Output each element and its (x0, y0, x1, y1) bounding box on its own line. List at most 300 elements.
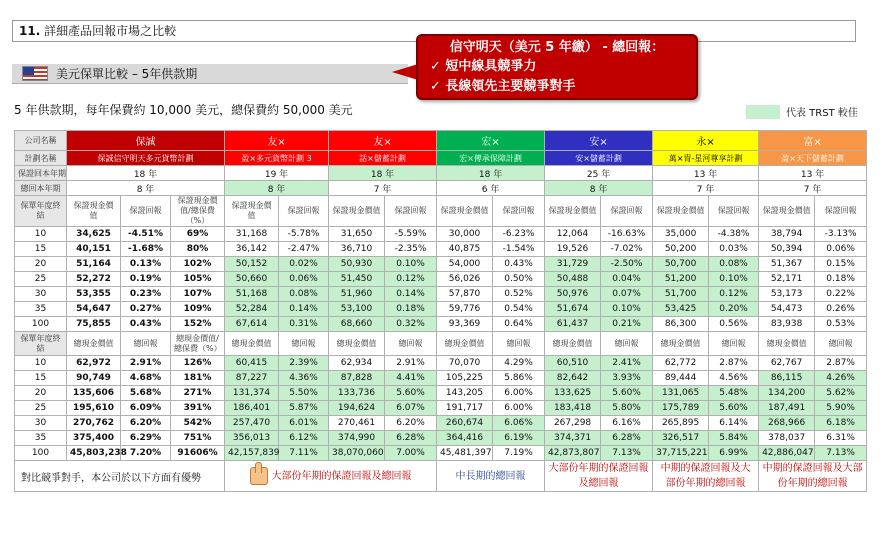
return-cell: 6.00% (493, 386, 545, 401)
table-row (15, 317, 867, 332)
value-cell: 62,767 (759, 356, 815, 371)
return-cell: -2.47% (279, 242, 329, 257)
value-cell: 105,225 (437, 371, 493, 386)
us-flag-icon (22, 66, 48, 81)
breakeven-years: 8 年 (545, 181, 653, 196)
return-cell: 0.64% (493, 317, 545, 332)
return-cell: 5.48% (709, 386, 759, 401)
value-cell: 62,772 (653, 356, 709, 371)
value-cell: 82,642 (545, 371, 601, 386)
policy-year: 100 (15, 317, 67, 332)
value-cell: 50,488 (545, 272, 601, 287)
return-cell: 0.56% (709, 317, 759, 332)
breakeven-years: 7 年 (653, 181, 759, 196)
table-row (15, 371, 867, 386)
col-header: 總回報 (279, 332, 329, 356)
return-cell: 2.39% (279, 356, 329, 371)
return-cell: 5.60% (709, 401, 759, 416)
table-row (15, 416, 867, 431)
company-name: 友× (329, 131, 437, 151)
breakeven-years: 8 年 (67, 181, 225, 196)
table-row (15, 181, 867, 196)
policy-year: 20 (15, 257, 67, 272)
return-cell: -3.13% (815, 227, 867, 242)
value-cell: 54,473 (759, 302, 815, 317)
value-cell: 51,700 (653, 287, 709, 302)
return-cell: 0.20% (709, 302, 759, 317)
title-text: 詳細產品回報市場之比較 (44, 24, 177, 38)
value-cell: 51,367 (759, 257, 815, 272)
plan-name: 萬×胄-星河尊享計劃 (653, 151, 759, 166)
value-cell: 194,624 (329, 401, 385, 416)
value-cell: 260,674 (437, 416, 493, 431)
value-cell: 36,710 (329, 242, 385, 257)
value-cell: 270,461 (329, 416, 385, 431)
col-header: 總回報 (815, 332, 867, 356)
value-cell: 53,355 (67, 287, 121, 302)
value-cell: 50,394 (759, 242, 815, 257)
value-cell: 40,875 (437, 242, 493, 257)
value-cell: 60,510 (545, 356, 601, 371)
return-cell: 0.06% (815, 242, 867, 257)
value-cell: 50,976 (545, 287, 601, 302)
section-header: 美元保單比較 – 5年供款期 (12, 64, 408, 84)
return-cell: 0.27% (121, 302, 171, 317)
value-cell: 67,614 (225, 317, 279, 332)
value-cell: 93,369 (437, 317, 493, 332)
return-cell: -2.50% (601, 257, 653, 272)
value-cell: 51,960 (329, 287, 385, 302)
return-cell: 7.11% (279, 446, 329, 461)
ratio-cell: 109% (171, 302, 225, 317)
col-header: 總現金價值/總保費（%） (171, 332, 225, 356)
col-header: 保證現金價值 (225, 196, 279, 227)
col-header: 總回報 (709, 332, 759, 356)
return-cell: 0.31% (279, 317, 329, 332)
value-cell: 56,026 (437, 272, 493, 287)
premium-subtitle: 5 年供款期，每年保費約 10,000 美元，總保費約 50,000 美元 (14, 103, 353, 117)
guarantee-years: 19 年 (225, 166, 329, 181)
value-cell: 86,300 (653, 317, 709, 332)
value-cell: 51,168 (225, 287, 279, 302)
value-cell: 83,938 (759, 317, 815, 332)
return-cell: -4.38% (709, 227, 759, 242)
ratio-cell: 69% (171, 227, 225, 242)
value-cell: 45,803,238 (67, 446, 121, 461)
value-cell: 31,650 (329, 227, 385, 242)
col-header: 總現金價值 (653, 332, 709, 356)
table-row (15, 431, 867, 446)
return-cell: 6.06% (493, 416, 545, 431)
return-cell: -5.78% (279, 227, 329, 242)
return-cell: 7.00% (385, 446, 437, 461)
value-cell: 68,660 (329, 317, 385, 332)
table-row (15, 227, 867, 242)
value-cell: 187,491 (759, 401, 815, 416)
value-cell: 40,151 (67, 242, 121, 257)
value-cell: 36,142 (225, 242, 279, 257)
col-header: 保證回報 (121, 196, 171, 227)
return-cell: 0.02% (279, 257, 329, 272)
guarantee-years: 18 年 (329, 166, 437, 181)
return-cell: 0.08% (709, 257, 759, 272)
value-cell: 86,115 (759, 371, 815, 386)
value-cell: 268,966 (759, 416, 815, 431)
policy-year: 100 (15, 446, 67, 461)
policy-year: 30 (15, 287, 67, 302)
col-header: 保證回報 (709, 196, 759, 227)
company-name: 宏× (437, 131, 545, 151)
footer-advantage-cell (759, 461, 867, 492)
return-cell: 6.29% (121, 431, 171, 446)
return-cell: 0.12% (385, 272, 437, 287)
return-cell: 5.60% (601, 386, 653, 401)
return-cell: 5.68% (121, 386, 171, 401)
value-cell: 90,749 (67, 371, 121, 386)
value-cell: 50,930 (329, 257, 385, 272)
value-cell: 34,625 (67, 227, 121, 242)
return-cell: 0.19% (121, 272, 171, 287)
col-header: 總現金價值 (437, 332, 493, 356)
return-cell: 4.56% (709, 371, 759, 386)
value-cell: 61,437 (545, 317, 601, 332)
col-header: 保證回報 (493, 196, 545, 227)
value-cell: 54,647 (67, 302, 121, 317)
return-cell: 5.50% (279, 386, 329, 401)
footer-advantage-text: 中期的保證回報及大部份年期的總回報 (762, 463, 863, 489)
value-cell: 37,715,221 (653, 446, 709, 461)
value-cell: 50,200 (653, 242, 709, 257)
return-cell: 0.22% (815, 287, 867, 302)
table-row (15, 356, 867, 371)
return-cell: 0.26% (815, 302, 867, 317)
col-header: 總回報 (385, 332, 437, 356)
return-cell: 5.87% (279, 401, 329, 416)
return-cell: 6.20% (385, 416, 437, 431)
return-cell: -6.23% (493, 227, 545, 242)
col-header: 保證回報 (279, 196, 329, 227)
col-header: 保證回報 (385, 196, 437, 227)
return-cell: 5.86% (493, 371, 545, 386)
return-cell: 5.60% (385, 386, 437, 401)
return-cell: 4.29% (493, 356, 545, 371)
value-cell: 89,444 (653, 371, 709, 386)
value-cell: 175,789 (653, 401, 709, 416)
value-cell: 52,284 (225, 302, 279, 317)
return-cell: 6.07% (385, 401, 437, 416)
breakeven-years: 7 年 (759, 181, 867, 196)
policy-year: 25 (15, 272, 67, 287)
value-cell: 131,065 (653, 386, 709, 401)
value-cell: 195,610 (67, 401, 121, 416)
callout-tail (392, 64, 418, 80)
return-cell: 6.00% (493, 401, 545, 416)
ratio-cell: 391% (171, 401, 225, 416)
value-cell: 131,374 (225, 386, 279, 401)
return-cell: 6.31% (815, 431, 867, 446)
ratio-cell: 91606% (171, 446, 225, 461)
highlight-callout (416, 34, 698, 100)
value-cell: 50,152 (225, 257, 279, 272)
col-header: 保證現金價值/總保費（%） (171, 196, 225, 227)
return-cell: 0.21% (601, 317, 653, 332)
value-cell: 60,415 (225, 356, 279, 371)
return-cell: 5.84% (709, 431, 759, 446)
return-cell: 6.14% (709, 416, 759, 431)
return-cell: 0.43% (121, 317, 171, 332)
pointing-hand-icon (250, 467, 268, 485)
value-cell: 59,776 (437, 302, 493, 317)
ratio-cell: 105% (171, 272, 225, 287)
return-cell: 6.12% (279, 431, 329, 446)
return-cell: 6.20% (121, 416, 171, 431)
return-cell: 3.93% (601, 371, 653, 386)
value-cell: 374,371 (545, 431, 601, 446)
value-cell: 186,401 (225, 401, 279, 416)
value-cell: 57,870 (437, 287, 493, 302)
breakeven-years: 8 年 (225, 181, 329, 196)
row-label: 總回本年期 (15, 181, 67, 196)
table-row (15, 302, 867, 317)
guarantee-years: 18 年 (67, 166, 225, 181)
col-header: 保證回報 (601, 196, 653, 227)
ratio-cell: 271% (171, 386, 225, 401)
value-cell: 52,171 (759, 272, 815, 287)
value-cell: 62,934 (329, 356, 385, 371)
value-cell: 270,762 (67, 416, 121, 431)
title-number: 11. (19, 24, 41, 38)
value-cell: 12,064 (545, 227, 601, 242)
footer-advantage-cell (437, 461, 545, 492)
row-label: 保單年度終結 (15, 332, 67, 356)
col-header: 總現金價值 (225, 332, 279, 356)
policy-year: 35 (15, 431, 67, 446)
guarantee-years: 13 年 (759, 166, 867, 181)
col-header: 總現金價值 (67, 332, 121, 356)
return-cell: 6.28% (385, 431, 437, 446)
value-cell: 51,450 (329, 272, 385, 287)
guarantee-years: 25 年 (545, 166, 653, 181)
return-cell: 6.28% (601, 431, 653, 446)
plan-name: 安×儲蓄計劃 (545, 151, 653, 166)
return-cell: 6.16% (601, 416, 653, 431)
footer-advantage-cell (225, 461, 437, 492)
table-row (15, 257, 867, 272)
table-row (15, 446, 867, 461)
return-cell: 0.12% (709, 287, 759, 302)
ratio-cell: 751% (171, 431, 225, 446)
col-header: 總回報 (121, 332, 171, 356)
value-cell: 52,272 (67, 272, 121, 287)
return-cell: 0.15% (815, 257, 867, 272)
return-cell: 0.13% (121, 257, 171, 272)
value-cell: 133,736 (329, 386, 385, 401)
value-cell: 31,729 (545, 257, 601, 272)
value-cell: 257,470 (225, 416, 279, 431)
value-cell: 133,625 (545, 386, 601, 401)
return-cell: 6.19% (493, 431, 545, 446)
company-name: 永× (653, 131, 759, 151)
footer-advantage-text: 中長期的總回報 (455, 470, 526, 482)
policy-year: 35 (15, 302, 67, 317)
return-cell: 0.10% (601, 302, 653, 317)
col-header: 保證回報 (815, 196, 867, 227)
return-cell: 0.50% (493, 272, 545, 287)
return-cell: 7.19% (493, 446, 545, 461)
return-cell: 0.10% (709, 272, 759, 287)
plan-name: 盈×天下儲蓄計劃 (759, 151, 867, 166)
ratio-cell: 126% (171, 356, 225, 371)
return-cell: 2.91% (121, 356, 171, 371)
return-cell: 6.18% (815, 416, 867, 431)
value-cell: 42,886,047 (759, 446, 815, 461)
col-header: 總現金價值 (759, 332, 815, 356)
return-cell: 0.52% (493, 287, 545, 302)
callout-heading: 信守明天（美元 5 年繳） - 總回報： (449, 40, 665, 55)
col-header: 總現金價值 (545, 332, 601, 356)
policy-year: 25 (15, 401, 67, 416)
return-cell: 5.90% (815, 401, 867, 416)
row-label: 計劃名稱 (15, 151, 67, 166)
value-cell: 326,517 (653, 431, 709, 446)
ratio-cell: 80% (171, 242, 225, 257)
ratio-cell: 107% (171, 287, 225, 302)
col-header: 保證現金價值 (653, 196, 709, 227)
value-cell: 50,700 (653, 257, 709, 272)
value-cell: 53,100 (329, 302, 385, 317)
value-cell: 30,000 (437, 227, 493, 242)
breakeven-years: 7 年 (329, 181, 437, 196)
value-cell: 70,070 (437, 356, 493, 371)
ratio-cell: 181% (171, 371, 225, 386)
ratio-cell: 152% (171, 317, 225, 332)
return-cell: 7.20% (121, 446, 171, 461)
value-cell: 356,013 (225, 431, 279, 446)
value-cell: 54,000 (437, 257, 493, 272)
value-cell: 143,205 (437, 386, 493, 401)
footer-advantage-text: 大部份年期的保證回報及總回報 (271, 471, 412, 482)
return-cell: 2.87% (815, 356, 867, 371)
value-cell: 51,674 (545, 302, 601, 317)
return-cell: 7.13% (601, 446, 653, 461)
footer-advantage-label: 對比競爭對手，本公司於以下方面有優勢 (15, 461, 225, 492)
return-cell: 0.03% (709, 242, 759, 257)
value-cell: 38,794 (759, 227, 815, 242)
company-name: 安× (545, 131, 653, 151)
value-cell: 87,828 (329, 371, 385, 386)
plan-name: 話×儲蓄計劃 (329, 151, 437, 166)
value-cell: 51,200 (653, 272, 709, 287)
return-cell: 2.91% (385, 356, 437, 371)
return-cell: 5.62% (815, 386, 867, 401)
return-cell: 6.09% (121, 401, 171, 416)
return-cell: 2.87% (709, 356, 759, 371)
return-cell: -1.54% (493, 242, 545, 257)
table-row (15, 131, 867, 151)
return-cell: 0.53% (815, 317, 867, 332)
return-cell: 0.14% (385, 287, 437, 302)
return-cell: 4.68% (121, 371, 171, 386)
return-cell: 4.36% (279, 371, 329, 386)
return-cell: 0.06% (279, 272, 329, 287)
company-name: 富× (759, 131, 867, 151)
col-header: 總回報 (601, 332, 653, 356)
value-cell: 31,168 (225, 227, 279, 242)
value-cell: 183,418 (545, 401, 601, 416)
return-cell: 0.23% (121, 287, 171, 302)
policy-year: 20 (15, 386, 67, 401)
table-row (15, 242, 867, 257)
return-cell: 0.04% (601, 272, 653, 287)
table-row (15, 461, 867, 492)
value-cell: 87,227 (225, 371, 279, 386)
plan-name: 盈×多元貨幣計劃 3 (225, 151, 329, 166)
return-cell: 4.26% (815, 371, 867, 386)
row-label: 保單年度終結 (15, 196, 67, 227)
value-cell: 38,070,060 (329, 446, 385, 461)
value-cell: 75,855 (67, 317, 121, 332)
value-cell: 378,037 (759, 431, 815, 446)
return-cell: -1.68% (121, 242, 171, 257)
return-cell: -5.59% (385, 227, 437, 242)
return-cell: -16.63% (601, 227, 653, 242)
col-header: 總現金價值 (329, 332, 385, 356)
return-cell: 0.07% (601, 287, 653, 302)
return-cell: 0.08% (279, 287, 329, 302)
guarantee-years: 13 年 (653, 166, 759, 181)
return-cell: 6.99% (709, 446, 759, 461)
company-name: 保誠 (67, 131, 225, 151)
plan-name: 保誠信守明天多元貨幣計劃 (67, 151, 225, 166)
value-cell: 50,660 (225, 272, 279, 287)
value-cell: 364,416 (437, 431, 493, 446)
table-row (15, 332, 867, 356)
value-cell: 19,526 (545, 242, 601, 257)
return-cell: -4.51% (121, 227, 171, 242)
return-cell: 0.14% (279, 302, 329, 317)
policy-year: 10 (15, 227, 67, 242)
callout-bullet: ✓ 短中線具競爭力 (430, 59, 537, 74)
value-cell: 51,164 (67, 257, 121, 272)
value-cell: 265,895 (653, 416, 709, 431)
value-cell: 134,200 (759, 386, 815, 401)
ratio-cell: 542% (171, 416, 225, 431)
col-header: 保證現金價值 (437, 196, 493, 227)
footer-advantage-text: 大部份年期的保證回報及總回報 (548, 463, 649, 489)
value-cell: 45,481,397 (437, 446, 493, 461)
return-cell: 5.80% (601, 401, 653, 416)
value-cell: 42,157,839 (225, 446, 279, 461)
value-cell: 135,606 (67, 386, 121, 401)
return-cell: -7.02% (601, 242, 653, 257)
col-header: 保證現金價值 (329, 196, 385, 227)
table-row (15, 386, 867, 401)
value-cell: 267,298 (545, 416, 601, 431)
col-header: 保證現金價值 (759, 196, 815, 227)
value-cell: 53,173 (759, 287, 815, 302)
return-cell: 6.01% (279, 416, 329, 431)
policy-year: 10 (15, 356, 67, 371)
col-header: 總回報 (493, 332, 545, 356)
table-row (15, 196, 867, 227)
return-cell: 2.41% (601, 356, 653, 371)
policy-year: 15 (15, 242, 67, 257)
return-cell: 0.54% (493, 302, 545, 317)
policy-year: 30 (15, 416, 67, 431)
table-row (15, 166, 867, 181)
footer-advantage-cell (653, 461, 759, 492)
value-cell: 42,873,807 (545, 446, 601, 461)
